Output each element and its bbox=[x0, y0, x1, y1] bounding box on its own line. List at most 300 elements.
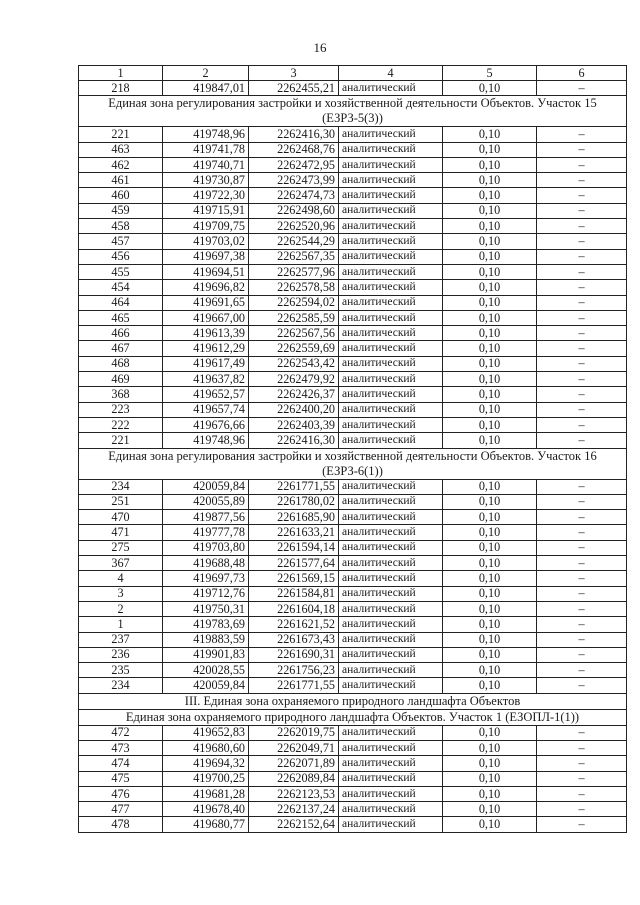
cell-method: аналитический bbox=[339, 525, 443, 540]
cell-y-coordinate: 2262473,99 bbox=[249, 173, 339, 188]
table-row bbox=[79, 295, 627, 310]
table-row bbox=[79, 417, 627, 432]
cell-x-coordinate: 419667,00 bbox=[163, 310, 249, 325]
cell-method: аналитический bbox=[339, 341, 443, 356]
cell-description: – bbox=[537, 372, 627, 387]
cell-point-number: 234 bbox=[79, 678, 163, 693]
cell-x-coordinate: 419722,30 bbox=[163, 188, 249, 203]
cell-point-number: 275 bbox=[79, 540, 163, 555]
cell-accuracy: 0,10 bbox=[443, 417, 537, 432]
cell-point-number: 236 bbox=[79, 647, 163, 662]
cell-point-number: 461 bbox=[79, 173, 163, 188]
cell-accuracy: 0,10 bbox=[443, 402, 537, 417]
table-row bbox=[79, 310, 627, 325]
cell-point-number: 463 bbox=[79, 142, 163, 157]
cell-method: аналитический bbox=[339, 725, 443, 740]
table-row bbox=[79, 647, 627, 662]
cell-x-coordinate: 419847,01 bbox=[163, 81, 249, 96]
cell-description: – bbox=[537, 802, 627, 817]
cell-x-coordinate: 419901,83 bbox=[163, 647, 249, 662]
cell-x-coordinate: 419712,76 bbox=[163, 586, 249, 601]
cell-accuracy: 0,10 bbox=[443, 356, 537, 371]
cell-accuracy: 0,10 bbox=[443, 586, 537, 601]
cell-x-coordinate: 419612,29 bbox=[163, 341, 249, 356]
cell-method: аналитический bbox=[339, 817, 443, 832]
cell-accuracy: 0,10 bbox=[443, 81, 537, 96]
table-row bbox=[79, 663, 627, 678]
cell-y-coordinate: 2261569,15 bbox=[249, 571, 339, 586]
cell-y-coordinate: 2261690,31 bbox=[249, 647, 339, 662]
cell-method: аналитический bbox=[339, 402, 443, 417]
table-body bbox=[79, 66, 627, 833]
cell-method: аналитический bbox=[339, 601, 443, 616]
table-row bbox=[79, 756, 627, 771]
cell-y-coordinate: 2262019,75 bbox=[249, 725, 339, 740]
cell-accuracy: 0,10 bbox=[443, 510, 537, 525]
table-row bbox=[79, 678, 627, 693]
page-number: 16 bbox=[313, 40, 327, 55]
cell-accuracy: 0,10 bbox=[443, 725, 537, 740]
cell-point-number: 3 bbox=[79, 586, 163, 601]
cell-description: – bbox=[537, 540, 627, 555]
cell-point-number: 467 bbox=[79, 341, 163, 356]
cell-y-coordinate: 2261633,21 bbox=[249, 525, 339, 540]
cell-method: аналитический bbox=[339, 249, 443, 264]
cell-x-coordinate: 420055,89 bbox=[163, 494, 249, 509]
cell-point-number: 1 bbox=[79, 617, 163, 632]
cell-y-coordinate: 2262474,73 bbox=[249, 188, 339, 203]
cell-x-coordinate: 419709,75 bbox=[163, 219, 249, 234]
cell-method: аналитический bbox=[339, 756, 443, 771]
cell-x-coordinate: 419697,38 bbox=[163, 249, 249, 264]
cell-x-coordinate: 419783,69 bbox=[163, 617, 249, 632]
table-row bbox=[79, 556, 627, 571]
cell-x-coordinate: 419694,51 bbox=[163, 264, 249, 279]
table-row bbox=[79, 802, 627, 817]
cell-method: аналитический bbox=[339, 203, 443, 218]
column-header-y: 3 bbox=[249, 66, 339, 81]
cell-accuracy: 0,10 bbox=[443, 188, 537, 203]
cell-method: аналитический bbox=[339, 740, 443, 755]
cell-description: – bbox=[537, 740, 627, 755]
cell-method: аналитический bbox=[339, 494, 443, 509]
cell-x-coordinate: 419730,87 bbox=[163, 173, 249, 188]
cell-y-coordinate: 2262544,29 bbox=[249, 234, 339, 249]
table-row bbox=[79, 525, 627, 540]
cell-y-coordinate: 2262049,71 bbox=[249, 740, 339, 755]
table-row bbox=[79, 771, 627, 786]
cell-x-coordinate: 419694,32 bbox=[163, 756, 249, 771]
cell-method: аналитический bbox=[339, 617, 443, 632]
table-row bbox=[79, 433, 627, 448]
cell-accuracy: 0,10 bbox=[443, 127, 537, 142]
table-row bbox=[79, 157, 627, 172]
table-row bbox=[79, 81, 627, 96]
cell-accuracy: 0,10 bbox=[443, 295, 537, 310]
cell-description: – bbox=[537, 249, 627, 264]
cell-y-coordinate: 2261604,18 bbox=[249, 601, 339, 616]
cell-method: аналитический bbox=[339, 647, 443, 662]
table-row bbox=[79, 571, 627, 586]
table-row bbox=[79, 326, 627, 341]
table-row bbox=[79, 142, 627, 157]
table-row bbox=[79, 341, 627, 356]
cell-point-number: 454 bbox=[79, 280, 163, 295]
cell-description: – bbox=[537, 280, 627, 295]
cell-accuracy: 0,10 bbox=[443, 219, 537, 234]
cell-point-number: 468 bbox=[79, 356, 163, 371]
table-row bbox=[79, 280, 627, 295]
cell-x-coordinate: 419652,83 bbox=[163, 725, 249, 740]
cell-y-coordinate: 2262577,96 bbox=[249, 264, 339, 279]
cell-point-number: 474 bbox=[79, 756, 163, 771]
cell-accuracy: 0,10 bbox=[443, 740, 537, 755]
cell-y-coordinate: 2261577,64 bbox=[249, 556, 339, 571]
cell-accuracy: 0,10 bbox=[443, 802, 537, 817]
cell-y-coordinate: 2262123,53 bbox=[249, 786, 339, 801]
table-row bbox=[79, 173, 627, 188]
section-header-row bbox=[79, 96, 627, 127]
cell-point-number: 478 bbox=[79, 817, 163, 832]
cell-accuracy: 0,10 bbox=[443, 433, 537, 448]
cell-point-number: 469 bbox=[79, 372, 163, 387]
table-row bbox=[79, 586, 627, 601]
cell-description: – bbox=[537, 356, 627, 371]
cell-method: аналитический bbox=[339, 678, 443, 693]
cell-accuracy: 0,10 bbox=[443, 525, 537, 540]
cell-y-coordinate: 2261771,55 bbox=[249, 479, 339, 494]
cell-point-number: 2 bbox=[79, 601, 163, 616]
cell-accuracy: 0,10 bbox=[443, 326, 537, 341]
table-row bbox=[79, 601, 627, 616]
cell-point-number: 237 bbox=[79, 632, 163, 647]
cell-method: аналитический bbox=[339, 632, 443, 647]
cell-description: – bbox=[537, 817, 627, 832]
cell-y-coordinate: 2262455,21 bbox=[249, 81, 339, 96]
cell-y-coordinate: 2262137,24 bbox=[249, 802, 339, 817]
table-row bbox=[79, 494, 627, 509]
table-row bbox=[79, 617, 627, 632]
cell-y-coordinate: 2261621,52 bbox=[249, 617, 339, 632]
cell-x-coordinate: 419703,02 bbox=[163, 234, 249, 249]
cell-accuracy: 0,10 bbox=[443, 280, 537, 295]
table-row bbox=[79, 402, 627, 417]
cell-x-coordinate: 419678,40 bbox=[163, 802, 249, 817]
cell-x-coordinate: 419613,39 bbox=[163, 326, 249, 341]
cell-accuracy: 0,10 bbox=[443, 817, 537, 832]
cell-description: – bbox=[537, 234, 627, 249]
cell-description: – bbox=[537, 479, 627, 494]
table-row bbox=[79, 219, 627, 234]
coordinates-table bbox=[78, 65, 627, 833]
cell-x-coordinate: 419657,74 bbox=[163, 402, 249, 417]
cell-accuracy: 0,10 bbox=[443, 617, 537, 632]
table-row bbox=[79, 510, 627, 525]
cell-method: аналитический bbox=[339, 326, 443, 341]
cell-method: аналитический bbox=[339, 479, 443, 494]
cell-method: аналитический bbox=[339, 127, 443, 142]
cell-description: – bbox=[537, 494, 627, 509]
cell-accuracy: 0,10 bbox=[443, 310, 537, 325]
cell-accuracy: 0,10 bbox=[443, 601, 537, 616]
table-row bbox=[79, 387, 627, 402]
cell-y-coordinate: 2262594,02 bbox=[249, 295, 339, 310]
cell-accuracy: 0,10 bbox=[443, 756, 537, 771]
cell-method: аналитический bbox=[339, 219, 443, 234]
table-row bbox=[79, 740, 627, 755]
cell-method: аналитический bbox=[339, 540, 443, 555]
cell-y-coordinate: 2262089,84 bbox=[249, 771, 339, 786]
cell-accuracy: 0,10 bbox=[443, 786, 537, 801]
column-header-method: 4 bbox=[339, 66, 443, 81]
cell-description: – bbox=[537, 556, 627, 571]
cell-description: – bbox=[537, 617, 627, 632]
cell-point-number: 221 bbox=[79, 127, 163, 142]
cell-description: – bbox=[537, 756, 627, 771]
cell-description: – bbox=[537, 586, 627, 601]
cell-description: – bbox=[537, 310, 627, 325]
cell-description: – bbox=[537, 326, 627, 341]
cell-y-coordinate: 2262520,96 bbox=[249, 219, 339, 234]
cell-y-coordinate: 2262543,42 bbox=[249, 356, 339, 371]
cell-method: аналитический bbox=[339, 417, 443, 432]
cell-accuracy: 0,10 bbox=[443, 234, 537, 249]
cell-y-coordinate: 2261594,14 bbox=[249, 540, 339, 555]
cell-y-coordinate: 2262567,56 bbox=[249, 326, 339, 341]
cell-x-coordinate: 419676,66 bbox=[163, 417, 249, 432]
cell-method: аналитический bbox=[339, 786, 443, 801]
cell-description: – bbox=[537, 264, 627, 279]
cell-method: аналитический bbox=[339, 372, 443, 387]
cell-description: – bbox=[537, 295, 627, 310]
cell-description: – bbox=[537, 678, 627, 693]
cell-description: – bbox=[537, 571, 627, 586]
cell-description: – bbox=[537, 510, 627, 525]
cell-point-number: 218 bbox=[79, 81, 163, 96]
cell-method: аналитический bbox=[339, 586, 443, 601]
cell-point-number: 221 bbox=[79, 433, 163, 448]
cell-accuracy: 0,10 bbox=[443, 203, 537, 218]
cell-y-coordinate: 2262426,37 bbox=[249, 387, 339, 402]
cell-accuracy: 0,10 bbox=[443, 494, 537, 509]
cell-point-number: 470 bbox=[79, 510, 163, 525]
cell-method: аналитический bbox=[339, 310, 443, 325]
cell-y-coordinate: 2262416,30 bbox=[249, 433, 339, 448]
table-row bbox=[79, 372, 627, 387]
cell-x-coordinate: 419883,59 bbox=[163, 632, 249, 647]
cell-description: – bbox=[537, 647, 627, 662]
cell-description: – bbox=[537, 341, 627, 356]
cell-description: – bbox=[537, 632, 627, 647]
cell-description: – bbox=[537, 417, 627, 432]
cell-accuracy: 0,10 bbox=[443, 556, 537, 571]
cell-y-coordinate: 2261584,81 bbox=[249, 586, 339, 601]
cell-x-coordinate: 419688,48 bbox=[163, 556, 249, 571]
cell-point-number: 235 bbox=[79, 663, 163, 678]
column-header-description: 6 bbox=[537, 66, 627, 81]
cell-y-coordinate: 2262472,95 bbox=[249, 157, 339, 172]
cell-x-coordinate: 420059,84 bbox=[163, 479, 249, 494]
cell-description: – bbox=[537, 786, 627, 801]
cell-accuracy: 0,10 bbox=[443, 264, 537, 279]
column-header-accuracy: 5 bbox=[443, 66, 537, 81]
section-title: III. Единая зона охраняемого природного ландшафта Объектов bbox=[79, 693, 627, 709]
table-row bbox=[79, 356, 627, 371]
cell-y-coordinate: 2261756,23 bbox=[249, 663, 339, 678]
section-header-row bbox=[79, 693, 627, 709]
cell-x-coordinate: 419750,31 bbox=[163, 601, 249, 616]
cell-accuracy: 0,10 bbox=[443, 479, 537, 494]
cell-description: – bbox=[537, 663, 627, 678]
section-header-row bbox=[79, 709, 627, 725]
cell-accuracy: 0,10 bbox=[443, 157, 537, 172]
cell-x-coordinate: 419652,57 bbox=[163, 387, 249, 402]
cell-method: аналитический bbox=[339, 157, 443, 172]
cell-y-coordinate: 2262468,76 bbox=[249, 142, 339, 157]
section-title: Единая зона регулирования застройки и хозяйственной деятельности Объектов. Участок 15 (ЕЗРЗ-5(3)) bbox=[79, 96, 627, 127]
cell-x-coordinate: 419740,71 bbox=[163, 157, 249, 172]
section-title: Единая зона регулирования застройки и хозяйственной деятельности Объектов. Участок 16 (ЕЗРЗ-6(1)) bbox=[79, 448, 627, 479]
cell-description: – bbox=[537, 188, 627, 203]
cell-y-coordinate: 2262071,89 bbox=[249, 756, 339, 771]
cell-y-coordinate: 2262152,64 bbox=[249, 817, 339, 832]
table-row bbox=[79, 127, 627, 142]
cell-accuracy: 0,10 bbox=[443, 540, 537, 555]
cell-y-coordinate: 2262585,59 bbox=[249, 310, 339, 325]
cell-accuracy: 0,10 bbox=[443, 249, 537, 264]
cell-description: – bbox=[537, 157, 627, 172]
cell-y-coordinate: 2262567,35 bbox=[249, 249, 339, 264]
table-row bbox=[79, 203, 627, 218]
cell-method: аналитический bbox=[339, 356, 443, 371]
table-row bbox=[79, 540, 627, 555]
cell-point-number: 4 bbox=[79, 571, 163, 586]
cell-accuracy: 0,10 bbox=[443, 771, 537, 786]
table-row bbox=[79, 725, 627, 740]
section-title: Единая зона охраняемого природного ландшафта Объектов. Участок 1 (ЕЗОПЛ-1(1)) bbox=[79, 709, 627, 725]
cell-point-number: 368 bbox=[79, 387, 163, 402]
cell-y-coordinate: 2261673,43 bbox=[249, 632, 339, 647]
cell-point-number: 475 bbox=[79, 771, 163, 786]
table-row bbox=[79, 632, 627, 647]
table-row bbox=[79, 188, 627, 203]
column-header-x: 2 bbox=[163, 66, 249, 81]
cell-x-coordinate: 419877,56 bbox=[163, 510, 249, 525]
cell-description: – bbox=[537, 81, 627, 96]
cell-x-coordinate: 419680,77 bbox=[163, 817, 249, 832]
cell-y-coordinate: 2261685,90 bbox=[249, 510, 339, 525]
cell-point-number: 477 bbox=[79, 802, 163, 817]
cell-description: – bbox=[537, 219, 627, 234]
cell-accuracy: 0,10 bbox=[443, 173, 537, 188]
table-row bbox=[79, 817, 627, 832]
cell-x-coordinate: 419697,73 bbox=[163, 571, 249, 586]
cell-y-coordinate: 2262498,60 bbox=[249, 203, 339, 218]
cell-description: – bbox=[537, 601, 627, 616]
cell-point-number: 460 bbox=[79, 188, 163, 203]
cell-y-coordinate: 2262403,39 bbox=[249, 417, 339, 432]
cell-description: – bbox=[537, 142, 627, 157]
cell-x-coordinate: 419696,82 bbox=[163, 280, 249, 295]
cell-point-number: 465 bbox=[79, 310, 163, 325]
cell-x-coordinate: 419691,65 bbox=[163, 295, 249, 310]
cell-x-coordinate: 419715,91 bbox=[163, 203, 249, 218]
cell-y-coordinate: 2262479,92 bbox=[249, 372, 339, 387]
cell-point-number: 476 bbox=[79, 786, 163, 801]
cell-x-coordinate: 419617,49 bbox=[163, 356, 249, 371]
cell-accuracy: 0,10 bbox=[443, 372, 537, 387]
cell-accuracy: 0,10 bbox=[443, 632, 537, 647]
cell-point-number: 471 bbox=[79, 525, 163, 540]
cell-method: аналитический bbox=[339, 188, 443, 203]
cell-x-coordinate: 419703,80 bbox=[163, 540, 249, 555]
cell-point-number: 472 bbox=[79, 725, 163, 740]
cell-x-coordinate: 419681,28 bbox=[163, 786, 249, 801]
cell-point-number: 473 bbox=[79, 740, 163, 755]
cell-y-coordinate: 2261771,55 bbox=[249, 678, 339, 693]
cell-x-coordinate: 419777,78 bbox=[163, 525, 249, 540]
cell-x-coordinate: 420028,55 bbox=[163, 663, 249, 678]
cell-method: аналитический bbox=[339, 234, 443, 249]
cell-method: аналитический bbox=[339, 264, 443, 279]
cell-method: аналитический bbox=[339, 556, 443, 571]
cell-method: аналитический bbox=[339, 802, 443, 817]
cell-description: – bbox=[537, 725, 627, 740]
cell-point-number: 456 bbox=[79, 249, 163, 264]
cell-x-coordinate: 419637,82 bbox=[163, 372, 249, 387]
cell-method: аналитический bbox=[339, 771, 443, 786]
section-header-row bbox=[79, 448, 627, 479]
cell-x-coordinate: 419680,60 bbox=[163, 740, 249, 755]
cell-point-number: 455 bbox=[79, 264, 163, 279]
cell-x-coordinate: 419741,78 bbox=[163, 142, 249, 157]
cell-accuracy: 0,10 bbox=[443, 678, 537, 693]
cell-description: – bbox=[537, 387, 627, 402]
cell-description: – bbox=[537, 203, 627, 218]
cell-method: аналитический bbox=[339, 387, 443, 402]
cell-description: – bbox=[537, 433, 627, 448]
cell-method: аналитический bbox=[339, 295, 443, 310]
table-row bbox=[79, 249, 627, 264]
cell-y-coordinate: 2261780,02 bbox=[249, 494, 339, 509]
cell-description: – bbox=[537, 127, 627, 142]
cell-x-coordinate: 419700,25 bbox=[163, 771, 249, 786]
cell-accuracy: 0,10 bbox=[443, 647, 537, 662]
cell-description: – bbox=[537, 402, 627, 417]
cell-method: аналитический bbox=[339, 571, 443, 586]
table-row bbox=[79, 234, 627, 249]
table-row bbox=[79, 786, 627, 801]
cell-method: аналитический bbox=[339, 81, 443, 96]
cell-y-coordinate: 2262416,30 bbox=[249, 127, 339, 142]
cell-point-number: 466 bbox=[79, 326, 163, 341]
cell-point-number: 459 bbox=[79, 203, 163, 218]
cell-point-number: 457 bbox=[79, 234, 163, 249]
table-row bbox=[79, 264, 627, 279]
cell-point-number: 464 bbox=[79, 295, 163, 310]
cell-accuracy: 0,10 bbox=[443, 142, 537, 157]
cell-method: аналитический bbox=[339, 173, 443, 188]
cell-point-number: 223 bbox=[79, 402, 163, 417]
cell-point-number: 234 bbox=[79, 479, 163, 494]
cell-method: аналитический bbox=[339, 510, 443, 525]
cell-accuracy: 0,10 bbox=[443, 341, 537, 356]
cell-method: аналитический bbox=[339, 142, 443, 157]
cell-method: аналитический bbox=[339, 663, 443, 678]
cell-point-number: 222 bbox=[79, 417, 163, 432]
cell-description: – bbox=[537, 771, 627, 786]
cell-y-coordinate: 2262559,69 bbox=[249, 341, 339, 356]
